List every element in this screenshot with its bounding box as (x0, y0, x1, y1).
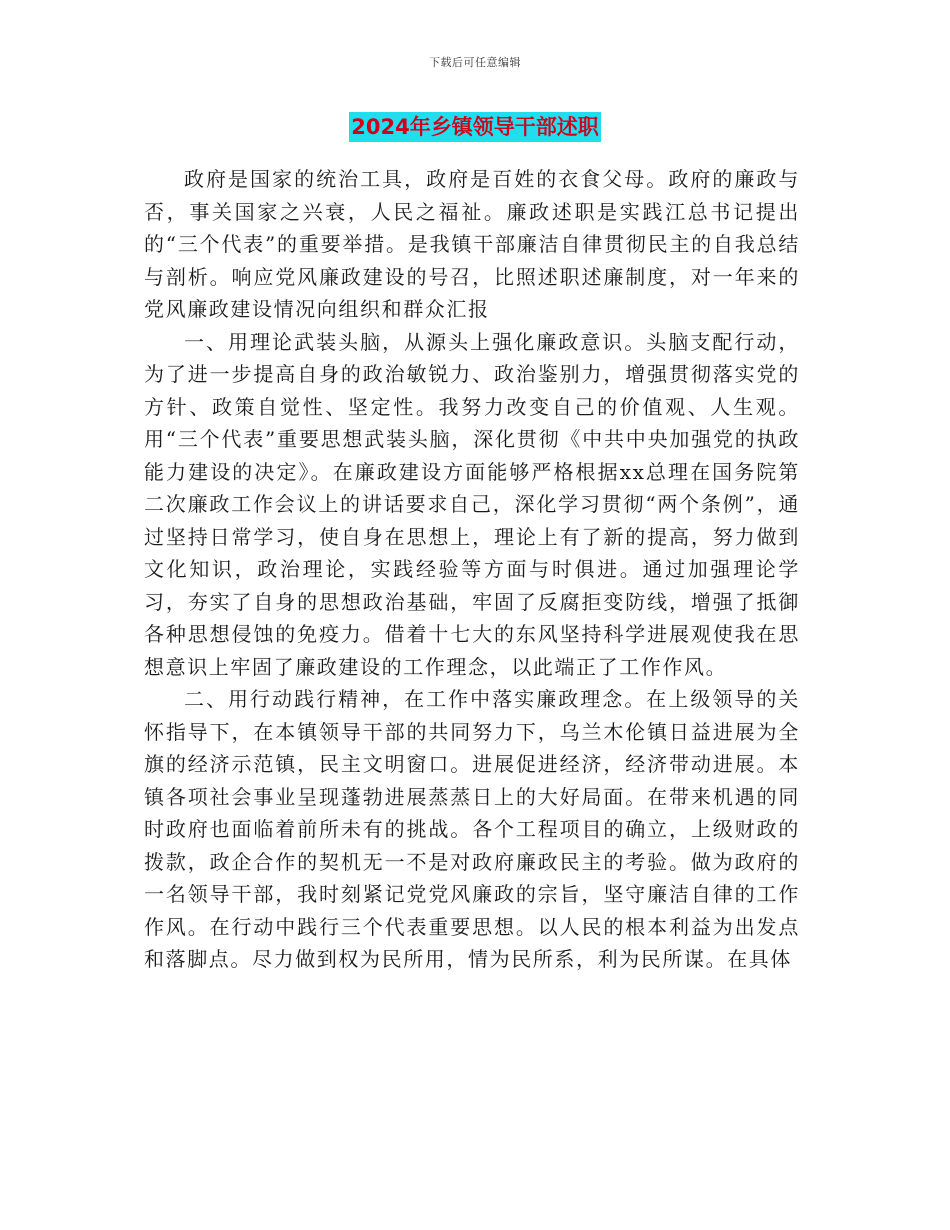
paragraph-section-1: 一、用理论武装头脑，从源头上强化廉政意识。头脑支配行动，为了进一步提高自身的政治敏锐力、政治鉴别力，增强贯彻落实党的方针、政策自觉性、坚定性。我努力改变自己的价值观、人生观。用“三个代表”重要思想武装头脑，深化贯彻《中共中央加强党的执政能力建设的决定》。在廉政建设方面能够严格根据xx总理在国务院第二次廉政工作会议上的讲话要求自己，深化学习贯彻“两个条例”，通过坚持日常学习，使自身在思想上，理论上有了新的提高，努力做到文化知识，政治理论，实践经验等方面与时俱进。通过加强理论学习，夯实了自身的思想政治基础，牢固了反腐拒变防线，增强了抵御各种思想侵蚀的免疫力。借着十七大的东风坚持科学进展观使我在思想意识上牢固了廉政建设的工作理念，以此端正了工作作风。 (144, 329, 800, 679)
document-title: 2024年乡镇领导干部述职 (349, 112, 600, 142)
document-body (144, 163, 800, 976)
title-container (0, 112, 950, 142)
paragraph-intro: 政府是国家的统治工具，政府是百姓的衣食父母。政府的廉政与否，事关国家之兴衰，人民之福祉。廉政述职是实践江总书记提出的“三个代表”的重要举措。是我镇干部廉洁自律贯彻民主的自我总结与剖析。响应党风廉政建设的号召，比照述职述廉制度，对一年来的党风廉政建设情况向组织和群众汇报 (144, 167, 800, 321)
page-header-note: 下载后可任意编辑 (429, 56, 521, 69)
paragraph-section-2: 二、用行动践行精神，在工作中落实廉政理念。在上级领导的关怀指导下，在本镇领导干部的共同努力下，乌兰木伦镇日益进展为全旗的经济示范镇，民主文明窗口。进展促进经济，经济带动进展。本镇各项社会事业呈现蓬勃进展蒸蒸日上的大好局面。在带来机遇的同时政府也面临着前所未有的挑战。各个工程项目的确立，上级财政的拨款，政企合作的契机无一不是对政府廉政民主的考验。做为政府的一名领导干部，我时刻紧记党党风廉政的宗旨，坚守廉洁自律的工作作风。在行动中践行三个代表重要思想。以人民的根本利益为出发点和落脚点。尽力做到权为民所用，情为民所系，利为民所谋。在具体 (144, 687, 800, 971)
